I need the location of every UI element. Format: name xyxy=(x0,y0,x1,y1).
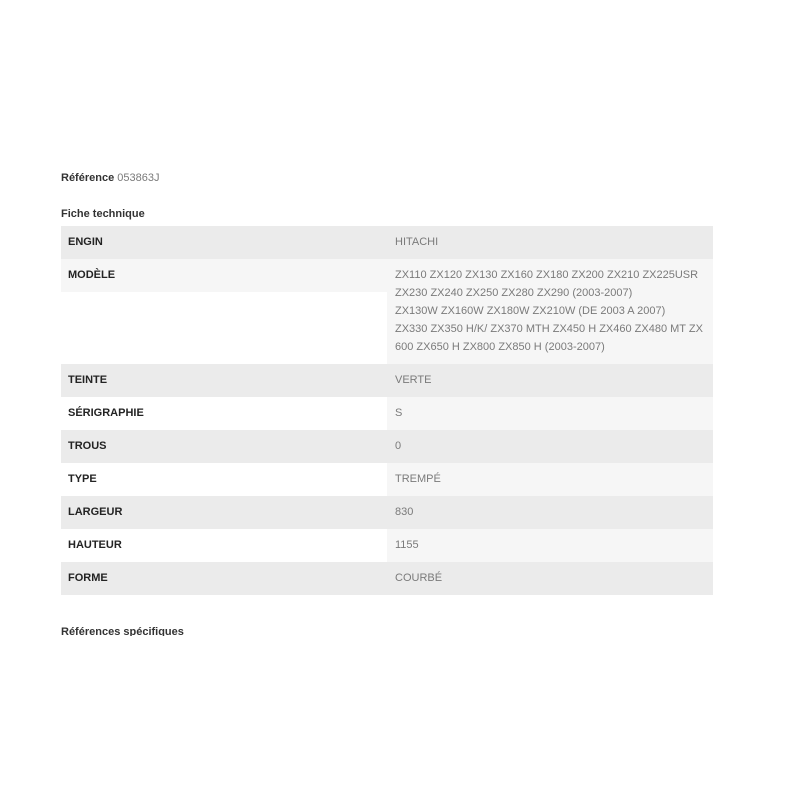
spec-row-forme xyxy=(61,562,713,595)
spec-row-serigraphie xyxy=(61,397,713,430)
spec-sheet-title: Fiche technique xyxy=(61,208,145,220)
spec-row-modele xyxy=(61,259,713,364)
spec-value: 1155 xyxy=(387,529,713,562)
models-line-2: ZX130W ZX160W ZX180W ZX210W (DE 2003 A 2007) xyxy=(395,305,666,317)
spec-row-engin xyxy=(61,226,713,259)
spec-label: FORME xyxy=(61,562,387,595)
spec-value: S xyxy=(387,397,713,430)
spec-row-type xyxy=(61,463,713,496)
spec-table xyxy=(61,226,713,595)
spec-label: TYPE xyxy=(61,463,387,496)
specific-references-title: Références spécifiques xyxy=(61,626,184,636)
spec-label: SÉRIGRAPHIE xyxy=(61,397,387,430)
spec-row-teinte xyxy=(61,364,713,397)
spec-value: VERTE xyxy=(387,364,713,397)
spec-row-largeur xyxy=(61,496,713,529)
spec-value: HITACHI xyxy=(387,226,713,259)
spec-label: LARGEUR xyxy=(61,496,387,529)
spec-value: 830 xyxy=(387,496,713,529)
spec-label: TROUS xyxy=(61,430,387,463)
reference-value: 053863J xyxy=(117,172,160,184)
models-line-1: ZX110 ZX120 ZX130 ZX160 ZX180 ZX200 ZX210 ZX225USR ZX230 ZX240 ZX250 ZX280 ZX290 (2003-2007) xyxy=(395,269,699,299)
spec-value: TREMPÉ xyxy=(387,463,713,496)
spec-row-hauteur xyxy=(61,529,713,562)
spec-label: ENGIN xyxy=(61,226,387,259)
product-reference xyxy=(61,171,159,185)
spec-row-trous xyxy=(61,430,713,463)
spec-label: TEINTE xyxy=(61,364,387,397)
spec-value-models xyxy=(387,259,713,364)
reference-label: Référence xyxy=(61,172,115,184)
spec-value: COURBÉ xyxy=(387,562,713,595)
models-line-3: ZX330 ZX350 H/K/ ZX370 MTH ZX450 H ZX460 ZX480 MT ZX600 ZX650 H ZX800 ZX850 H (2003-2007) xyxy=(395,323,703,353)
spec-label: MODÈLE xyxy=(61,259,387,364)
spec-label: HAUTEUR xyxy=(61,529,387,562)
spec-value: 0 xyxy=(387,430,713,463)
